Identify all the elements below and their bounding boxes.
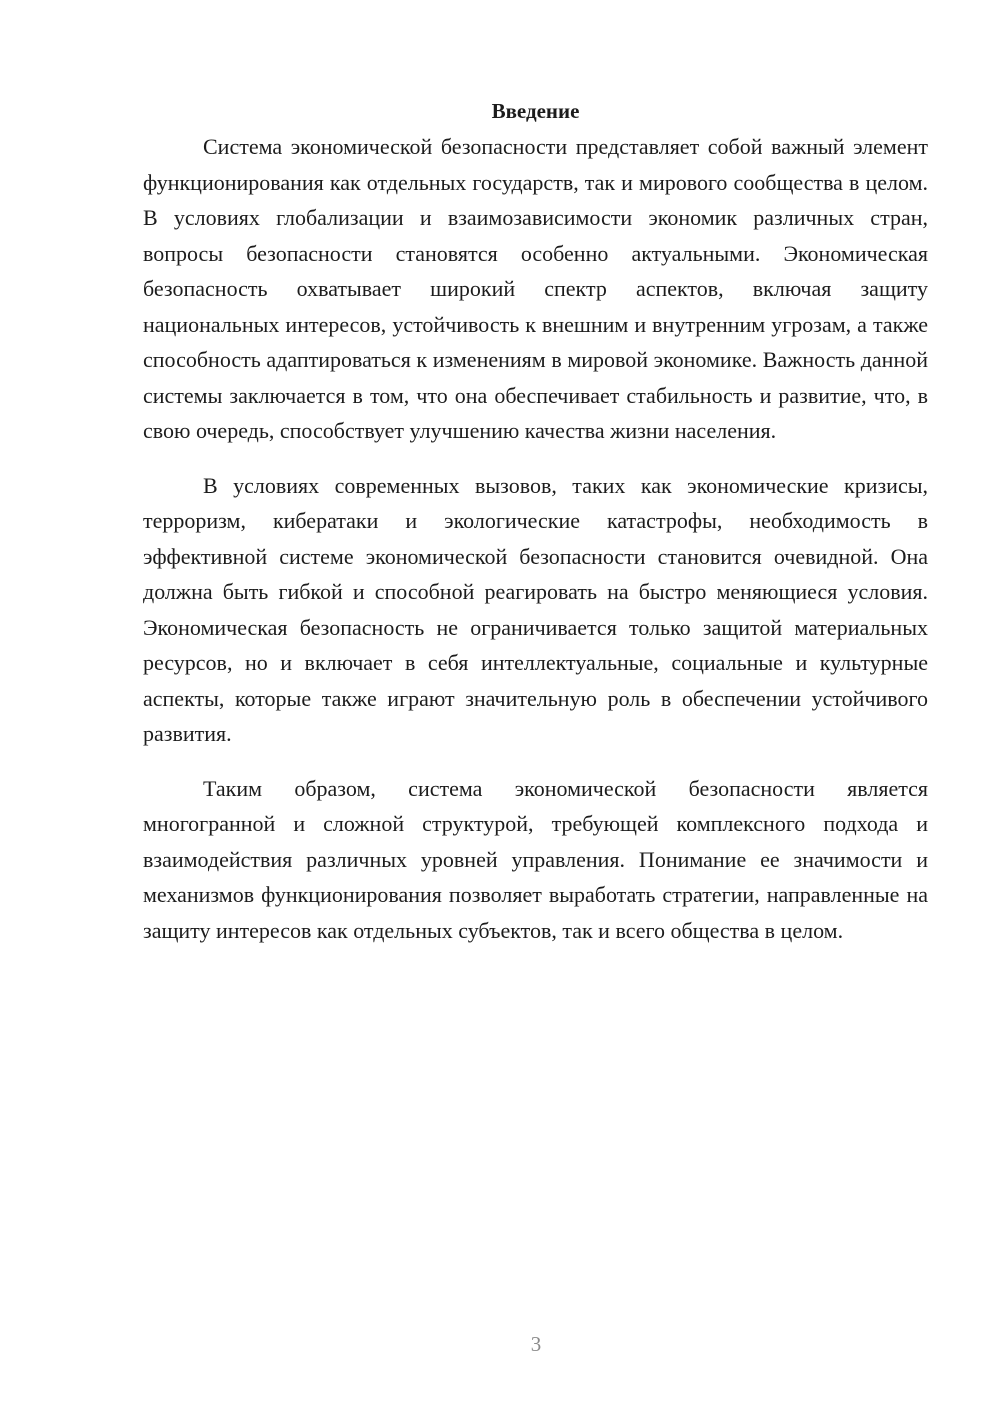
paragraph-1: Система экономической безопасности представляет собой важный элемент функционирования как отдельных государств, так и мирового сообщества в целом. В условиях глобализации и взаимозависимости экономик различных стран, вопросы безопасности становятся особенно актуальными. Экономическая безопасность охватывает широкий спектр аспектов, включая защиту национальных интересов, устойчивость к внешним и внутренним угрозам, а также способность адаптироваться к изменениям в мировой экономике. Важность данной системы заключается в том, что она обеспечивает стабильность и развитие, что, в свою очередь, способствует улучшению качества жизни населения. <box>143 134 928 443</box>
paragraph-2: В условиях современных вызовов, таких как экономические кризисы, терроризм, кибератаки и экологические катастрофы, необходимость в эффективной системе экономической безопасности становится очевидной. Она должна быть гибкой и способной реагировать на быстро меняющиеся условия. Экономическая безопасность не ограничивается только защитой материальных ресурсов, но и включает в себя интеллектуальные, социальные и культурные аспекты, которые также играют значительную роль в обеспечении устойчивого развития. <box>143 472 928 746</box>
section-title: Введение <box>491 99 580 123</box>
page-number: 3 <box>530 1332 542 1356</box>
paragraph-3: Таким образом, система экономической безопасности является многогранной и сложной структурой, требующей комплексного подхода и взаимодействия различных уровней управления. Понимание ее значимости и механизмов функционирования позволяет выработать стратегии, направленные на защиту интересов как отдельных субъектов, так и всего общества в целом. <box>143 775 928 943</box>
page-content <box>143 96 928 967</box>
